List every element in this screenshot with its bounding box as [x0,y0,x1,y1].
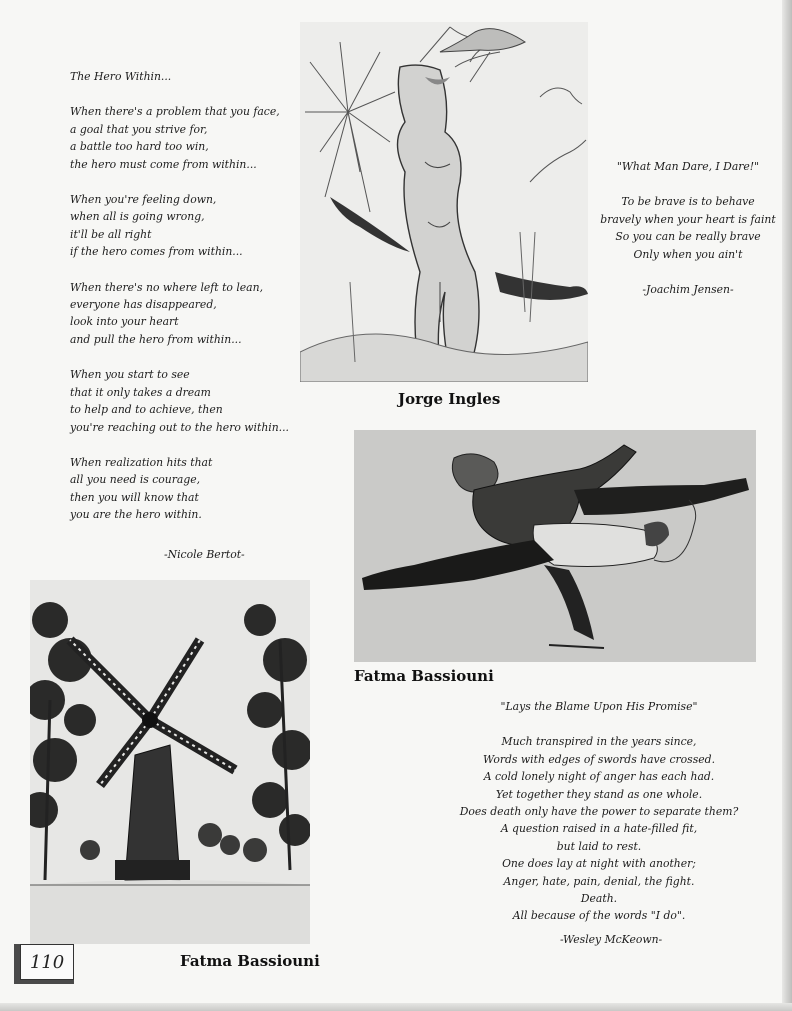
poem-line: To be brave is to behave [621,195,755,209]
poem-title: "Lays the Blame Upon His Promise" [500,700,698,713]
poem-line: it'll be all right [70,227,152,241]
windmill-artist-caption: Fatma Bassiouni [180,952,320,970]
poem-author: -Joachim Jensen- [642,283,734,297]
poem-line: A question raised in a hate-filled fit, [500,822,698,836]
poem-line: All because of the words "I do". [512,909,686,923]
poem-line: When there's no where left to lean, [70,280,263,294]
poem-line: A cold lonely night of anger has each had. [483,770,715,784]
poem-line: So you can be really brave [615,230,761,244]
poem-line: the hero must come from within... [70,157,257,171]
poem-author: -Wesley McKeown- [560,933,663,946]
poem-line: all you need is courage, [70,473,201,487]
skaters-drawing [354,430,756,662]
page-bottom-edge [0,1003,792,1011]
poem-line: Anger, hate, pain, denial, the fight. [503,874,695,888]
poem-line: Yet together they stand as one whole. [495,787,703,801]
poem-line: bravely when your heart is faint [600,212,776,226]
poem-title: "What Man Dare, I Dare!" [616,160,760,173]
poem-line: you are the hero within. [70,508,202,522]
torso-drawing [300,22,588,382]
windmill-drawing [30,580,310,944]
poem-line: One does lay at night with another; [502,857,696,871]
poem-line: everyone has disappeared, [70,298,217,312]
page-number: 110 [20,944,74,980]
poem-line: and pull the hero from within... [70,332,242,346]
poem-line: you're reaching out to the hero within... [70,420,289,434]
skaters-artist-caption: Fatma Bassiouni [354,667,494,685]
poem-line: look into your heart [70,315,179,329]
poem-what-man-dare [600,158,776,298]
poem-line: if the hero comes from within... [70,245,243,259]
poem-line: Much transpired in the years since, [501,735,697,749]
poem-line: Death. [580,892,618,906]
poem-line: When you start to see [70,368,190,382]
poem-author: -Nicole Bertot- [164,548,245,561]
poem-line: then you will know that [70,490,199,504]
poem-lays-the-blame [440,698,758,925]
poem-line: Does death only have the power to separate them? [459,805,739,819]
poem-line: but laid to rest. [556,839,642,853]
page-edge [782,0,792,1011]
poem-line: to help and to achieve, then [70,403,223,417]
poem-line: a battle too hard too win, [70,140,209,154]
poem-line: that it only takes a dream [70,385,211,399]
torso-artist-caption: Jorge Ingles [398,390,501,408]
poem-line: When realization hits that [70,455,213,469]
page-number-box [14,944,74,984]
poem-line: a goal that you strive for, [70,122,208,136]
poem-line: when all is going wrong, [70,210,205,224]
poem-line: Only when you ain't [633,247,743,261]
poem-line: When you're feeling down, [70,193,217,207]
poem-line: When there's a problem that you face, [70,105,280,119]
poem-line: Words with edges of swords have crossed. [483,752,715,766]
poem-hero-within [70,68,289,524]
poem-title: The Hero Within... [70,70,172,83]
